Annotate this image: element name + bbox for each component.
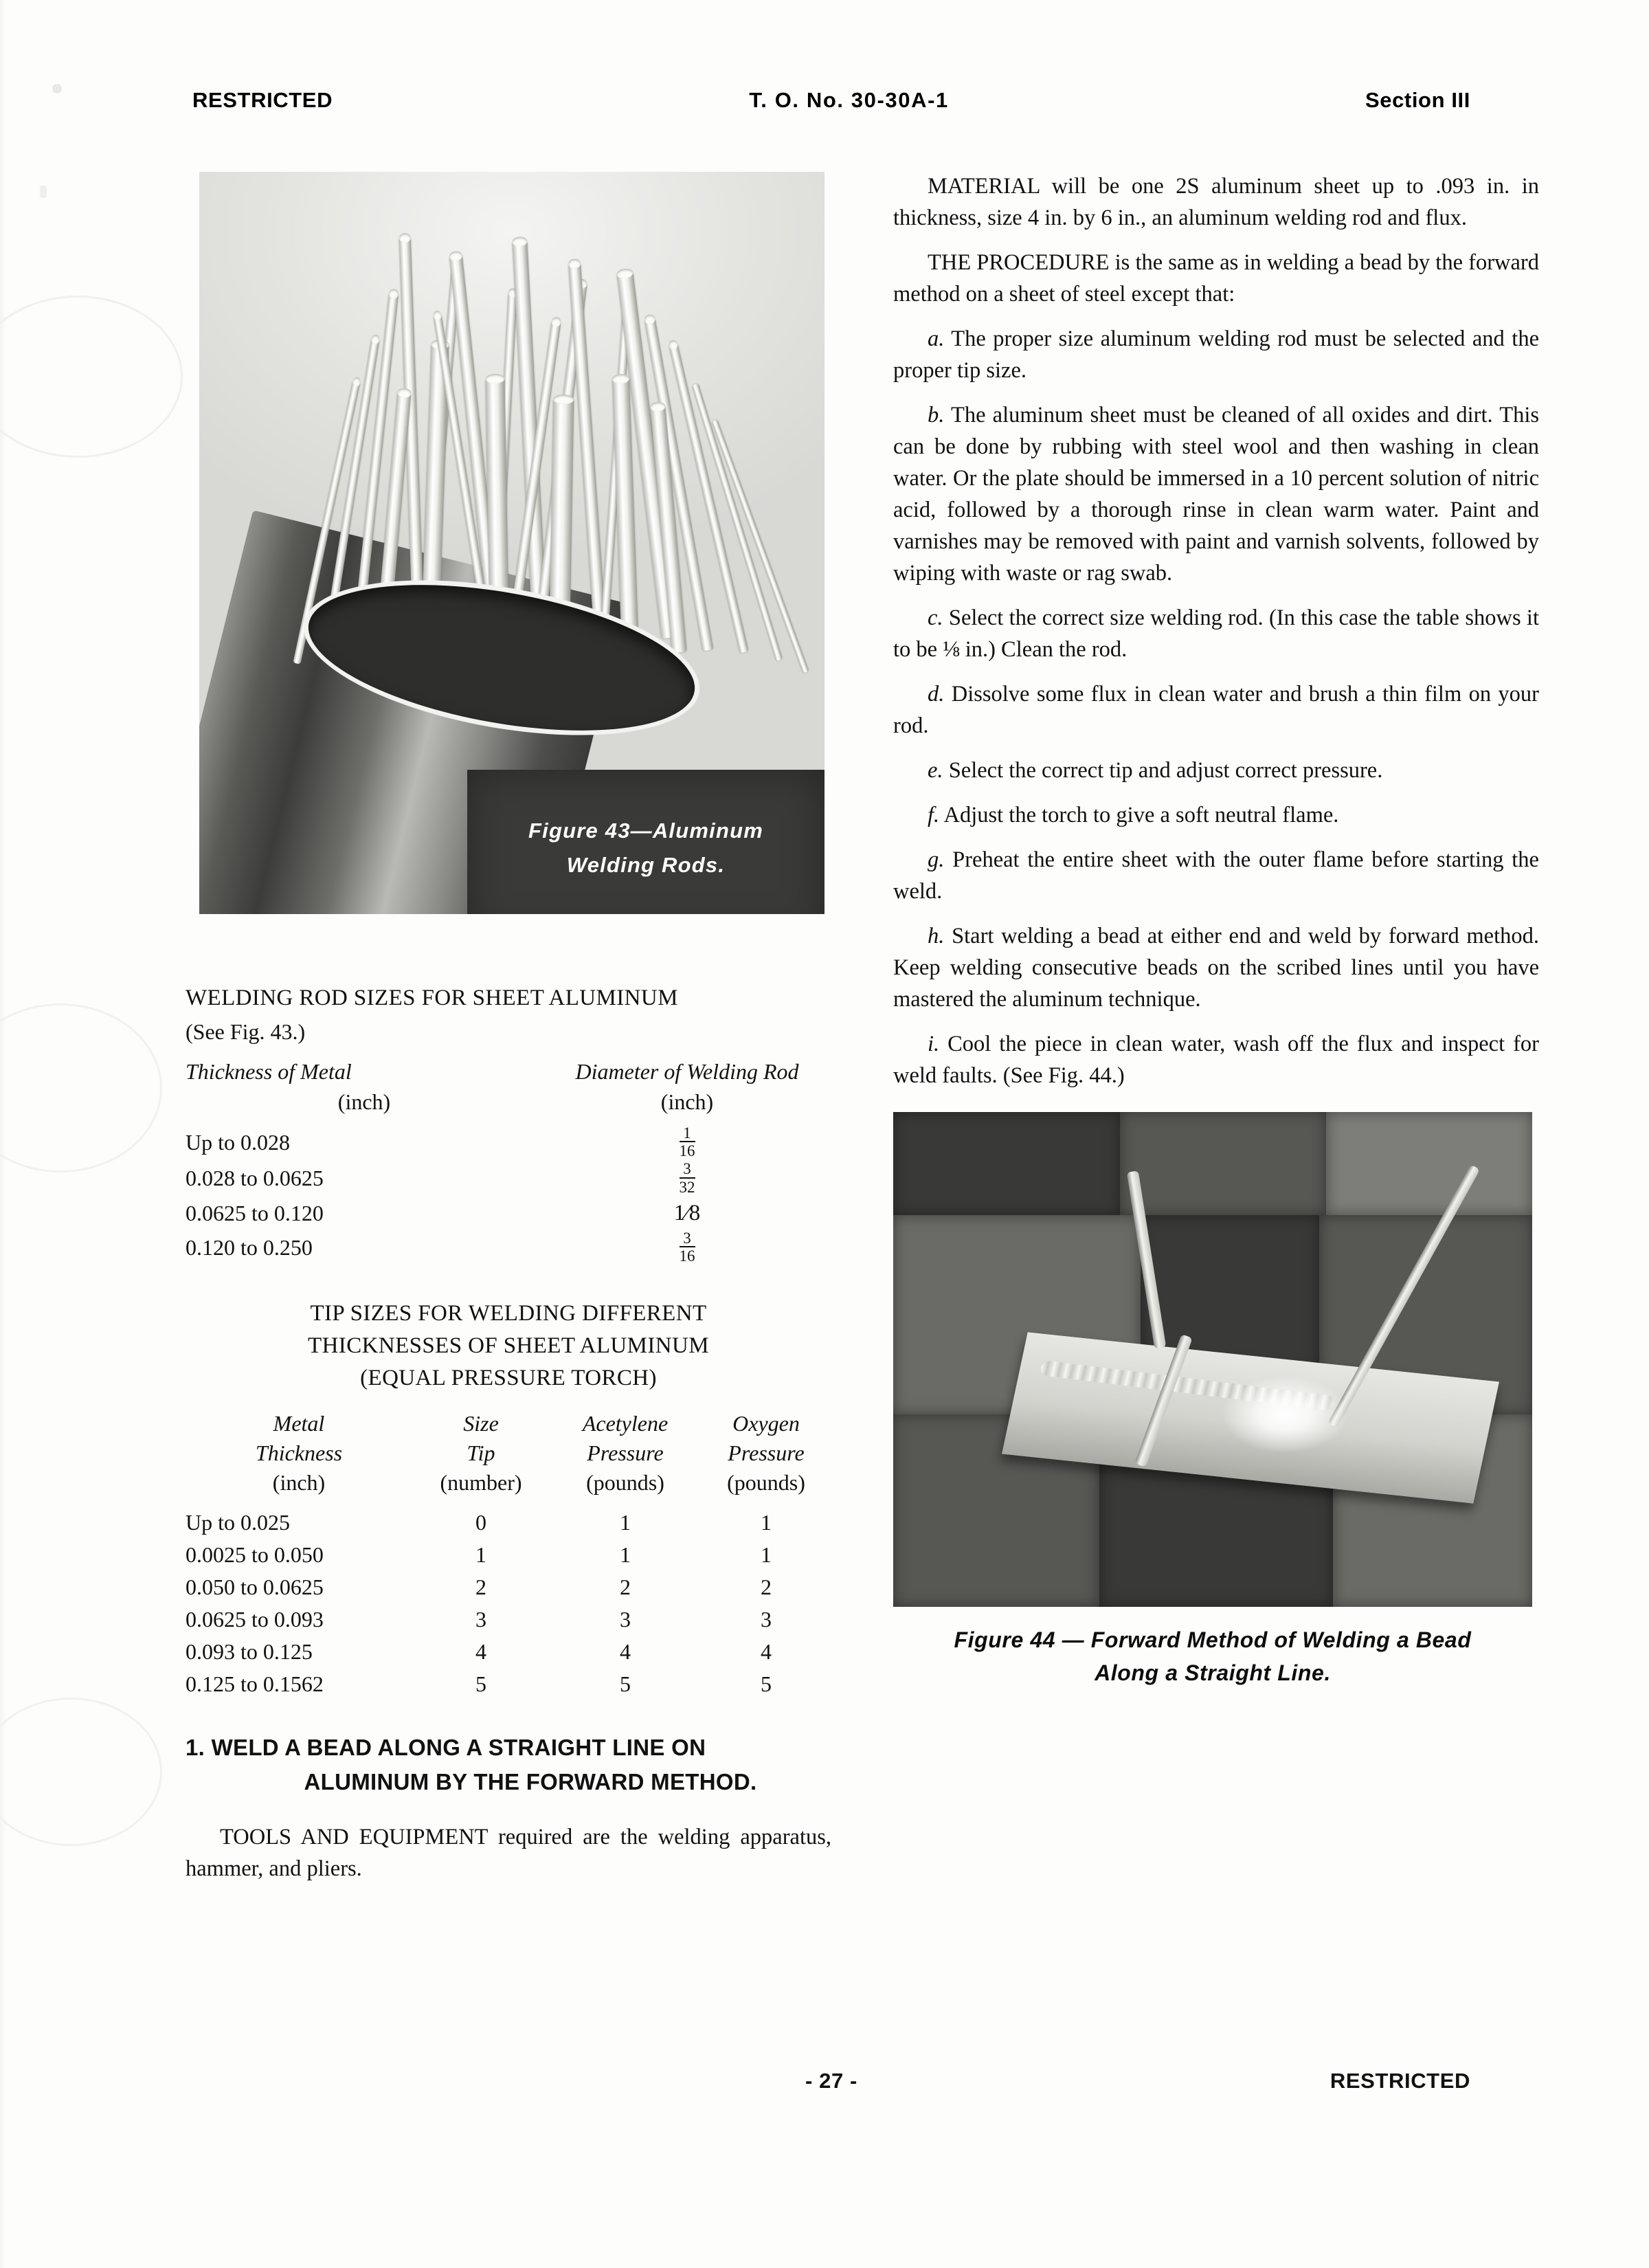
table-2-title-line-3: (EQUAL PRESSURE TORCH) [360, 1365, 657, 1390]
table-1-block [186, 983, 831, 1266]
figure-44-caption-line-1: Figure 44 — Forward Method of Welding a Bead [954, 1627, 1472, 1652]
figure-44-caption [893, 1623, 1532, 1689]
figure-43-photograph [199, 172, 824, 914]
scan-arc-artifact [0, 1003, 162, 1172]
procedure-item-c [893, 602, 1539, 665]
table-2-col2-header-l2: Tip [467, 1440, 495, 1465]
table-2-cell-tip: 4 [475, 1638, 486, 1664]
figure-43-caption-text [467, 814, 824, 882]
fraction-numerator: 3 [683, 1160, 691, 1178]
table-2-header-row-3 [186, 1469, 831, 1507]
scan-edge-artifact [0, 0, 7, 2268]
section-heading-line-2: ALUMINUM BY THE FORWARD METHOD. [304, 1768, 757, 1794]
scan-arc-artifact [0, 296, 183, 458]
table-2-cell-thickness: 0.050 to 0.0625 [186, 1574, 324, 1599]
table-1-header-row [186, 1057, 831, 1087]
fraction-numerator: 1 [683, 1124, 691, 1142]
table-2-cell-oxygen: 1 [761, 1509, 772, 1535]
table-row [186, 1161, 831, 1197]
procedure-item-f [893, 799, 1539, 831]
table-2-cell-oxygen: 4 [761, 1638, 772, 1664]
table-2-col1-units: (inch) [272, 1469, 326, 1495]
table-2-col2-header-l1: Size [463, 1410, 499, 1436]
table-1-col1-header-line1: Thickness of Metal [186, 1059, 352, 1084]
right-column [893, 170, 1539, 1689]
firebrick [893, 1112, 1120, 1215]
table-1-cell-thickness: Up to 0.028 [186, 1129, 290, 1155]
procedure-item-a [893, 323, 1539, 386]
table-2-cell-acetylene: 1 [620, 1542, 631, 1567]
table-1-cell-thickness: 0.0625 to 0.120 [186, 1200, 324, 1225]
fraction: 1⁄8 [673, 1201, 701, 1226]
procedure-item-text: Cool the piece in clean water, wash off the flux and inspect for weld faults. (See Fig. 44.) [893, 1032, 1539, 1088]
table-2-cell-acetylene: 2 [620, 1574, 631, 1599]
table-row [186, 1197, 831, 1230]
fraction-denominator: 32 [679, 1178, 695, 1196]
header-document-number: T. O. No. 30-30A-1 [749, 88, 949, 112]
table-2-cell-acetylene: 4 [620, 1638, 631, 1664]
table-1-col2-header-line1: Diameter of Welding Rod [575, 1059, 799, 1084]
table-2-cell-oxygen: 5 [761, 1671, 772, 1696]
table-row [186, 1571, 831, 1603]
table-1-body [186, 1124, 831, 1266]
table-2-title-line-2: THICKNESSES OF SHEET ALUMINUM [308, 1333, 709, 1358]
table-1-cell-thickness: 0.028 to 0.0625 [186, 1166, 324, 1191]
scan-speck-artifact [52, 84, 62, 93]
table-2-cell-tip: 2 [475, 1574, 486, 1599]
left-column [186, 172, 831, 1898]
fraction-denominator: 16 [679, 1247, 695, 1265]
table-2-col3-header-l1: Acetylene [582, 1410, 669, 1436]
material-paragraph: MATERIAL will be one 2S aluminum sheet up to .093 in. in thickness, size 4 in. by 6 in., an aluminum welding rod and flux. [893, 174, 1539, 230]
welding-rod [712, 419, 809, 674]
procedure-item-text: Select the correct size welding rod. (In this case the table shows it to be ⅛ in.) Clean the rod. [893, 605, 1539, 662]
fraction [680, 1230, 695, 1265]
table-2-cell-oxygen: 3 [761, 1606, 772, 1632]
table-2-cell-oxygen: 2 [761, 1574, 772, 1599]
figure-43-caption-line-2: Welding Rods. [566, 853, 726, 877]
running-head [192, 88, 1470, 113]
procedure-item-b [893, 399, 1539, 589]
figure-44 [893, 1112, 1539, 1689]
procedure-item-letter: h. [928, 924, 945, 948]
table-2-col4-units: (pounds) [727, 1469, 805, 1495]
procedure-item-letter: a. [928, 326, 945, 351]
table-1-cell-rod-diameter [543, 1197, 831, 1230]
procedure-item-letter: b. [928, 403, 945, 427]
figure-43 [199, 172, 824, 983]
welding-rod-sizes-table [186, 1057, 831, 1266]
table-1-header-unit-row [186, 1087, 831, 1124]
scan-speck-artifact [40, 186, 47, 198]
table-1-cell-rod-diameter [543, 1230, 831, 1266]
table-2-header-row-1 [186, 1410, 831, 1439]
table-2-header-row-2 [186, 1439, 831, 1469]
firebrick [1120, 1112, 1326, 1215]
table-1-cell-rod-diameter [543, 1161, 831, 1197]
procedure-item-letter: i. [928, 1032, 940, 1056]
procedure-item-d [893, 678, 1539, 742]
table-2-cell-tip: 3 [475, 1606, 486, 1632]
table-2-col3-header-l2: Pressure [587, 1440, 664, 1465]
table-2-col2-units: (number) [440, 1469, 522, 1495]
procedure-item-text: The proper size aluminum welding rod must be selected and the proper tip size. [893, 326, 1539, 383]
figure-44-photograph [893, 1112, 1532, 1607]
table-2-cell-acetylene: 5 [620, 1671, 631, 1696]
figure-44-caption-line-2: Along a Straight Line. [1095, 1660, 1331, 1685]
table-1-col1-header [186, 1057, 543, 1087]
table-row [186, 1668, 831, 1700]
table-2-cell-acetylene: 1 [620, 1509, 631, 1535]
fraction [680, 1125, 695, 1159]
table-row [186, 1539, 831, 1571]
table-2-cell-acetylene: 3 [620, 1606, 631, 1632]
tip-sizes-table [186, 1410, 831, 1700]
table-2-cell-thickness: 0.125 to 0.1562 [186, 1671, 324, 1696]
page-number: - 27 - [805, 2069, 857, 2093]
procedure-item-g [893, 844, 1539, 907]
procedure-item-text: Preheat the entire sheet with the outer flame before starting the weld. [893, 847, 1539, 904]
procedure-item-text: Dissolve some flux in clean water and brush a thin film on your rod. [893, 682, 1539, 738]
footer-classification: RESTRICTED [1330, 2069, 1470, 2093]
table-2-col4-header-l1: Oxygen [732, 1410, 800, 1436]
table-1-cell-thickness: 0.120 to 0.250 [186, 1235, 313, 1260]
weld-flame-flash [1223, 1377, 1347, 1452]
fraction [680, 1161, 695, 1195]
table-row [186, 1636, 831, 1668]
table-1-col2-header [543, 1057, 831, 1087]
table-2-cell-thickness: 0.0025 to 0.050 [186, 1542, 324, 1567]
procedure-paragraph: THE PROCEDURE is the same as in welding a bead by the forward method on a sheet of steel except that: [893, 250, 1539, 307]
procedure-item-letter: d. [928, 682, 945, 707]
table-2-cell-thickness: Up to 0.025 [186, 1509, 290, 1535]
table-2-col1-header-l1: Metal [273, 1410, 325, 1436]
welding-rod [568, 263, 607, 637]
header-classification-left: RESTRICTED [192, 88, 333, 112]
table-2-cell-oxygen: 1 [761, 1542, 772, 1567]
figure-43-caption-line-1: Figure 43—Aluminum [528, 819, 763, 843]
procedure-item-text: The aluminum sheet must be cleaned of all oxides and dirt. This can be done by rubbing with steel wool and then washing in clean water. Or the plate should be immersed in a 10 percent solution of nitric acid, followed by a thorough rinse in clean warm water. Paint and varnishes may be removed with paint and varnish solvents, followed by wiping with waste or rag swab. [893, 403, 1539, 586]
tools-and-equipment-paragraph: TOOLS AND EQUIPMENT required are the welding apparatus, hammer, and pliers. [186, 1824, 831, 1881]
table-row [186, 1507, 831, 1539]
table-1-col1-units: (inch) [337, 1089, 391, 1114]
figure-43-caption-box [467, 770, 824, 914]
section-heading-line-1: 1. WELD A BEAD ALONG A STRAIGHT LINE ON [186, 1734, 706, 1760]
table-2-cell-tip: 0 [475, 1509, 486, 1535]
table-2-col1-header-l2: Thickness [255, 1440, 343, 1465]
procedure-item-text: Start welding a bead at either end and weld by forward method. Keep welding consecutive beads on the scribed lines until you have mastered the aluminum technique. [893, 924, 1539, 1012]
table-1-cell-rod-diameter [543, 1124, 831, 1161]
procedure-item-text: Select the correct tip and adjust correct pressure. [943, 758, 1383, 783]
procedure-item-h [893, 920, 1539, 1015]
table-2-body [186, 1507, 831, 1700]
procedure-item-letter: e. [928, 758, 943, 783]
table-1-title: WELDING ROD SIZES FOR SHEET ALUMINUM [186, 986, 678, 1010]
table-2-cell-tip: 5 [475, 1671, 486, 1696]
page-footer [192, 2069, 1470, 2093]
table-2-cell-thickness: 0.0625 to 0.093 [186, 1606, 324, 1632]
table-2-block [186, 1298, 831, 1700]
table-2-cell-thickness: 0.093 to 0.125 [186, 1638, 313, 1664]
table-row [186, 1124, 831, 1161]
section-heading [186, 1731, 831, 1799]
scan-arc-artifact [0, 1698, 162, 1846]
table-1-figure-reference: (See Fig. 43.) [186, 1019, 306, 1044]
table-2-title-line-1: TIP SIZES FOR WELDING DIFFERENT [310, 1300, 707, 1326]
fraction-numerator: 3 [683, 1229, 691, 1247]
table-row [186, 1603, 831, 1636]
table-2-title [186, 1298, 831, 1394]
firebrick [1326, 1112, 1532, 1215]
table-2-col3-units: (pounds) [586, 1469, 664, 1495]
procedure-item-i [893, 1028, 1539, 1091]
procedure-item-letter: g. [928, 847, 945, 872]
table-1-col2-units: (inch) [660, 1089, 714, 1114]
procedure-item-e [893, 755, 1539, 786]
fraction-denominator: 16 [679, 1142, 695, 1160]
table-2-col4-header-l2: Pressure [728, 1440, 805, 1465]
procedure-item-letter: c. [928, 605, 943, 630]
table-2-cell-tip: 1 [475, 1542, 486, 1567]
table-row [186, 1230, 831, 1266]
procedure-item-list [893, 323, 1539, 1091]
procedure-item-letter: f. [928, 803, 940, 827]
header-section: Section III [1365, 88, 1470, 112]
procedure-item-text: Adjust the torch to give a soft neutral flame. [939, 803, 1339, 827]
